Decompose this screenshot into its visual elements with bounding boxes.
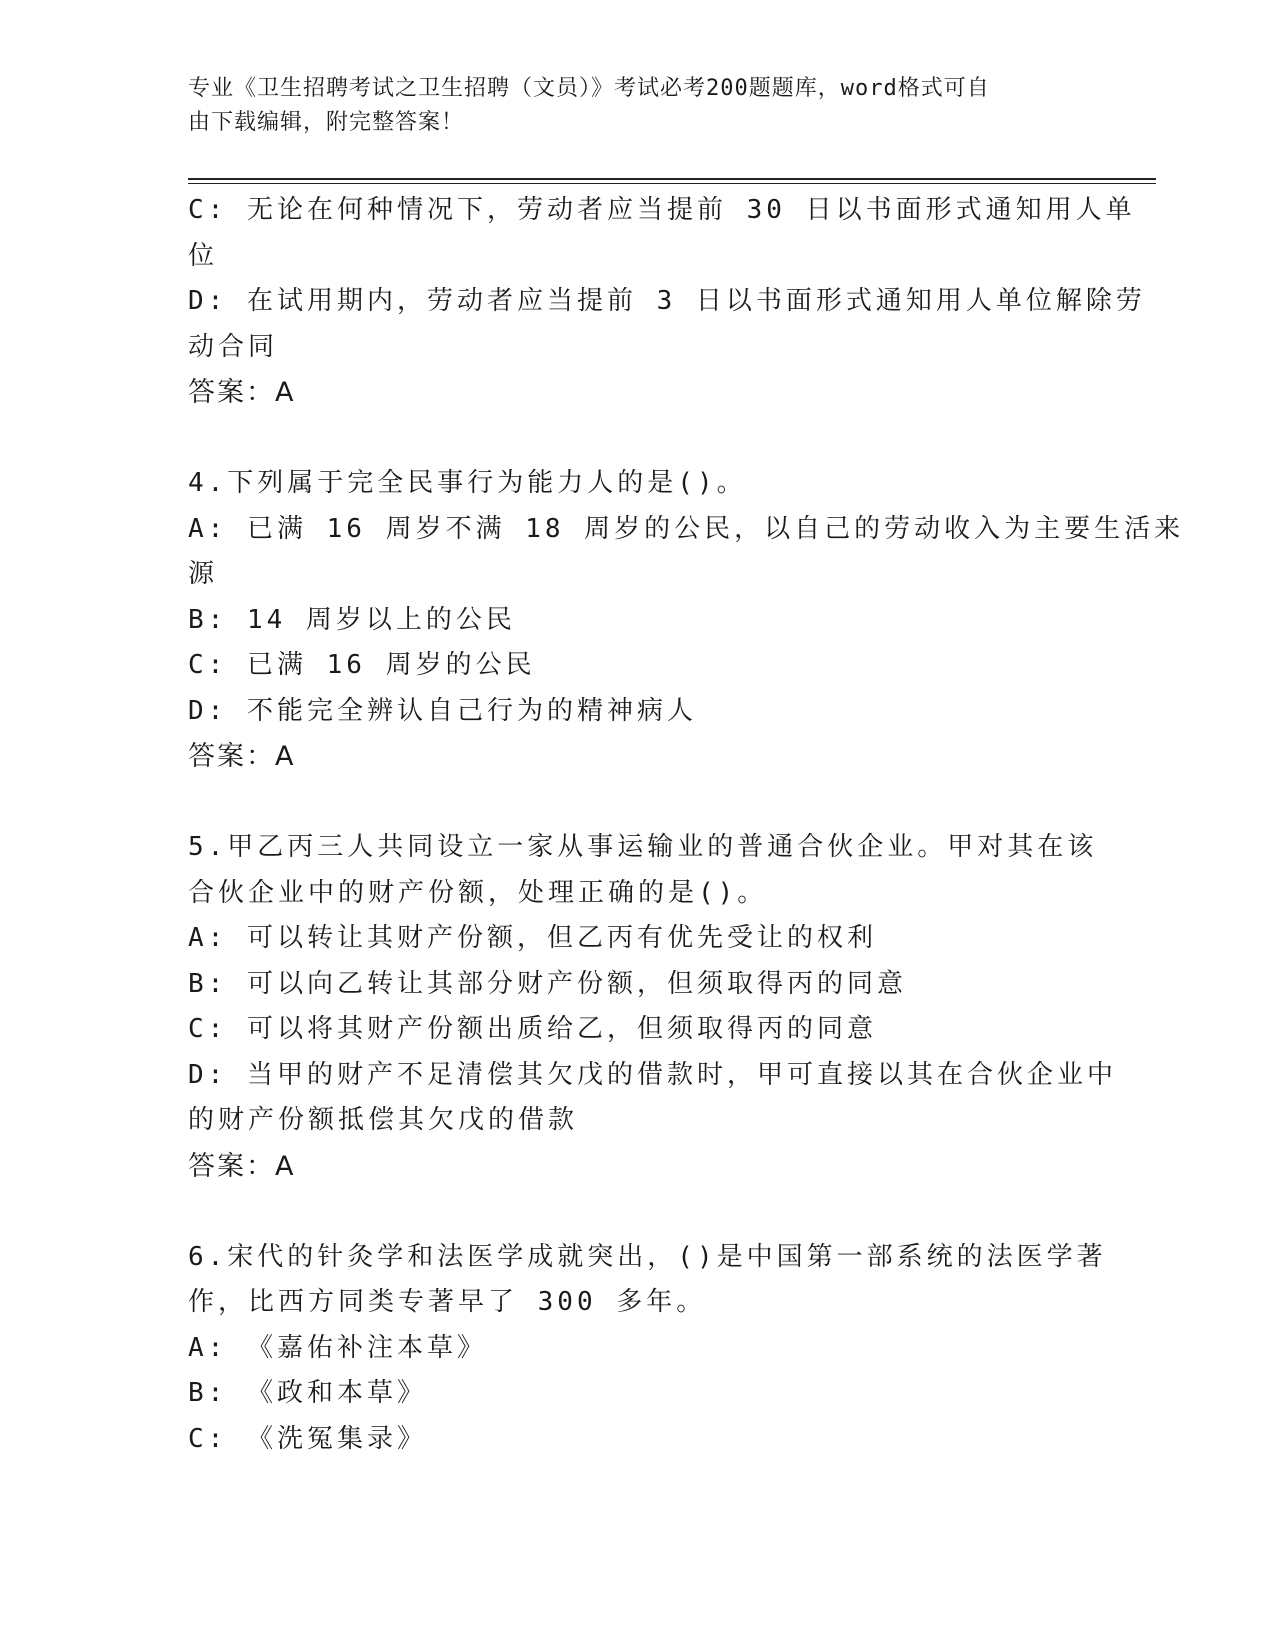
question-stem-line-2: 合伙企业中的财产份额，处理正确的是()。 [188,877,768,908]
question-stem-line-2: 作，比西方同类专著早了 300 多年。 [188,1287,707,1317]
question-block-6 [188,1235,1107,1463]
option-a: A: 可以转让其财产份额，但乙丙有优先受让的权利 [188,923,877,953]
question-stem-line-1: 5.甲乙丙三人共同设立一家从事运输业的普通合伙企业。甲对其在该 [188,832,1098,862]
option-c-line-1: C: 无论在何种情况下，劳动者应当提前 30 日以书面形式通知用人单 [188,195,1136,225]
header-divider-thin [188,183,1156,184]
option-d-line-1: D: 在试用期内，劳动者应当提前 3 日以书面形式通知用人单位解除劳 [188,286,1146,316]
option-d: D: 不能完全辨认自己行为的精神病人 [188,695,697,726]
answer-label: 答案：A [188,377,296,408]
answer-label: 答案：A [188,1150,296,1182]
option-d-line-2: 的财产份额抵偿其欠戊的借款 [188,1105,579,1135]
option-c: C: 《洗冤集录》 [188,1423,427,1454]
document-body [188,188,1185,1462]
option-b: B: 《政和本草》 [188,1378,427,1408]
answer-label: 答案：A [188,741,296,772]
header-title-line-1: 专业《卫生招聘考试之卫生招聘（文员）》考试必考200题题库，word格式可自 [188,76,990,101]
option-a-line-1: A: 已满 16 周岁不满 18 周岁的公民，以自己的劳动收入为主要生活来 [188,513,1185,544]
option-a-line-2: 源 [188,559,219,589]
option-d-line-2: 动合同 [188,331,279,362]
question-stem: 4.下列属于完全民事行为能力人的是()。 [188,468,747,498]
document-header [188,72,1068,140]
option-d-line-1: D: 当甲的财产不足清偿其欠戊的借款时，甲可直接以其在合伙企业中 [188,1059,1117,1090]
question-block-4 [188,461,1185,780]
option-a: A: 《嘉佑补注本草》 [188,1332,487,1363]
header-title-line-2: 由下载编辑，附完整答案！ [188,110,465,135]
option-c: C: 可以将其财产份额出质给乙，但须取得丙的同意 [188,1014,877,1044]
question-block-5 [188,825,1117,1189]
option-b: B: 14 周岁以上的公民 [188,604,516,635]
question-stem-line-1: 6.宋代的针灸学和法医学成就突出，()是中国第一部系统的法医学著 [188,1241,1107,1272]
option-c-line-2: 位 [188,240,219,271]
question-block-3-tail [188,188,1146,416]
header-divider-thick [188,178,1156,180]
option-b: B: 可以向乙转让其部分财产份额，但须取得丙的同意 [188,968,907,999]
option-c: C: 已满 16 周岁的公民 [188,650,536,680]
